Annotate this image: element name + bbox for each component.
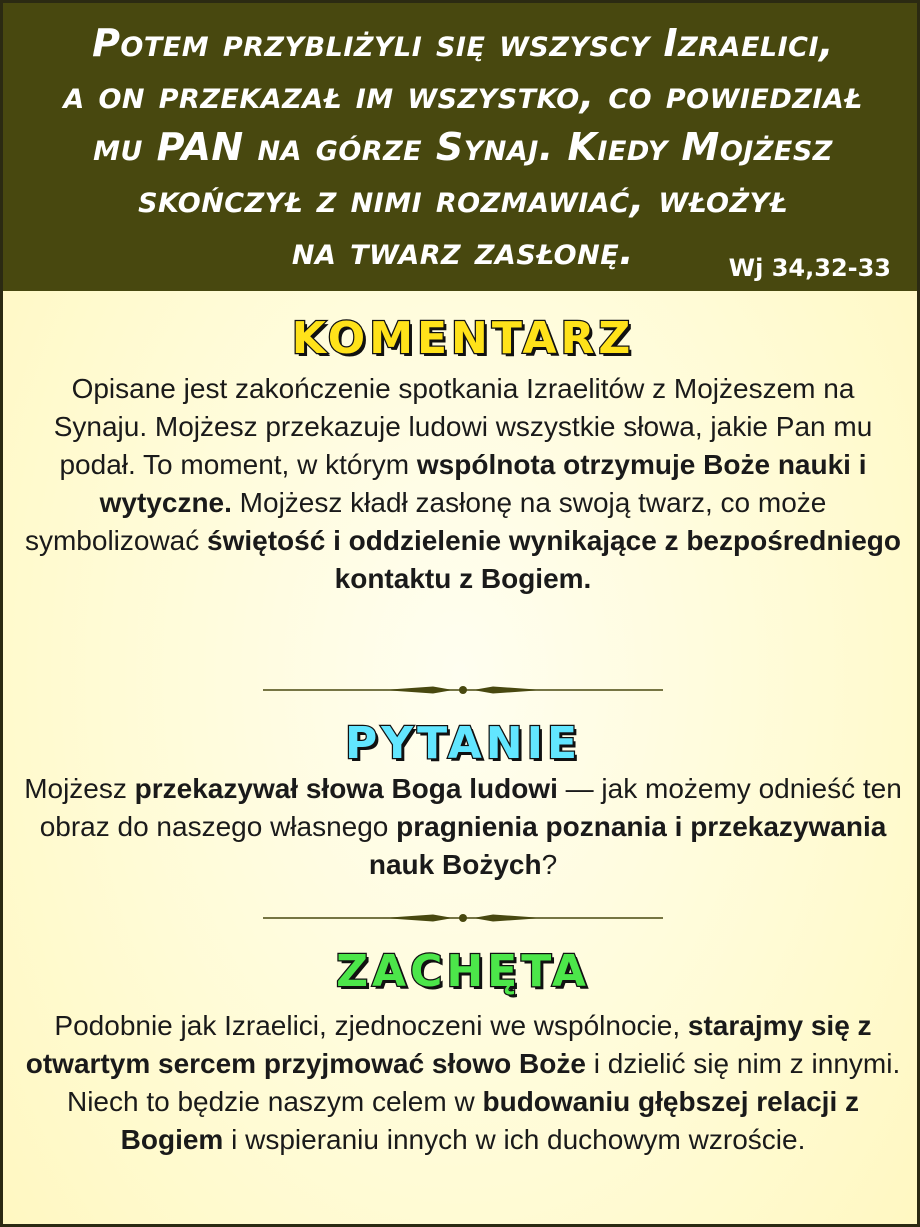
section-title-komentarz: KOMENTARZ xyxy=(291,313,635,364)
pytanie-text-part: Mojżesz xyxy=(24,773,135,804)
section-title-pytanie: PYTANIE xyxy=(344,718,581,769)
pytanie-emphasis: przekazywał słowa Boga ludowi xyxy=(134,773,558,804)
verse-line: mu PAN na górze Synaj. Kiedy Mojżesz xyxy=(93,125,833,169)
verse-line: skończył z nimi rozmawiać, włożył xyxy=(138,177,788,221)
pytanie-text xyxy=(23,770,903,884)
verse-header xyxy=(3,3,920,291)
komentarz-text xyxy=(23,370,903,598)
bible-verse xyxy=(23,17,903,277)
zacheta-text-part: i wspieraniu innych w ich duchowym wzroście. xyxy=(223,1124,806,1155)
zacheta-text-part: Podobnie jak Izraelici, zjednoczeni we wspólnocie, xyxy=(54,1010,688,1041)
komentarz-text-part: Opisane jest zakończenie spotkania Izraelitów z Mojżeszem na Synaju. Mojżesz przekazuje ludowi wszystkie słowa, jakie Pan mu podał. To moment, w którym xyxy=(53,373,873,480)
zacheta-emphasis: starajmy się z otwartym sercem przyjmować słowo Boże xyxy=(25,1010,872,1079)
verse-line: Potem przybliżyli się wszyscy Izraelici, xyxy=(92,21,834,65)
zacheta-emphasis: budowaniu głębszej relacji z Bogiem xyxy=(120,1086,860,1155)
ornament-divider xyxy=(263,683,663,697)
section-title-zacheta: ZACHĘTA xyxy=(336,946,590,997)
pytanie-text-part: — jak możemy odnieść ten obraz do naszego własnego xyxy=(39,773,902,842)
komentarz-emphasis: świętość i oddzielenie wynikające z bezpośredniego kontaktu z Bogiem. xyxy=(207,525,902,594)
verse-line: a on przekazał im wszystko, co powiedział xyxy=(63,73,863,117)
ornament-divider xyxy=(263,911,663,925)
pytanie-text-part: ? xyxy=(541,849,558,880)
komentarz-text-part: Mojżesz kładł zasłonę na swoją twarz, co może symbolizować xyxy=(24,487,827,556)
pytanie-emphasis: pragnienia poznania i przekazywania nauk Bożych xyxy=(368,811,887,880)
verse-reference: Wj 34,32-33 xyxy=(728,254,891,282)
zacheta-text xyxy=(23,1007,903,1159)
verse-line: na twarz zasłonę. xyxy=(291,229,635,273)
komentarz-emphasis: wspólnota otrzymuje Boże nauki i wytyczne. xyxy=(99,449,867,518)
zacheta-text-part: i dzielić się nim z innymi. Niech to będzie naszym celem w xyxy=(66,1048,901,1117)
